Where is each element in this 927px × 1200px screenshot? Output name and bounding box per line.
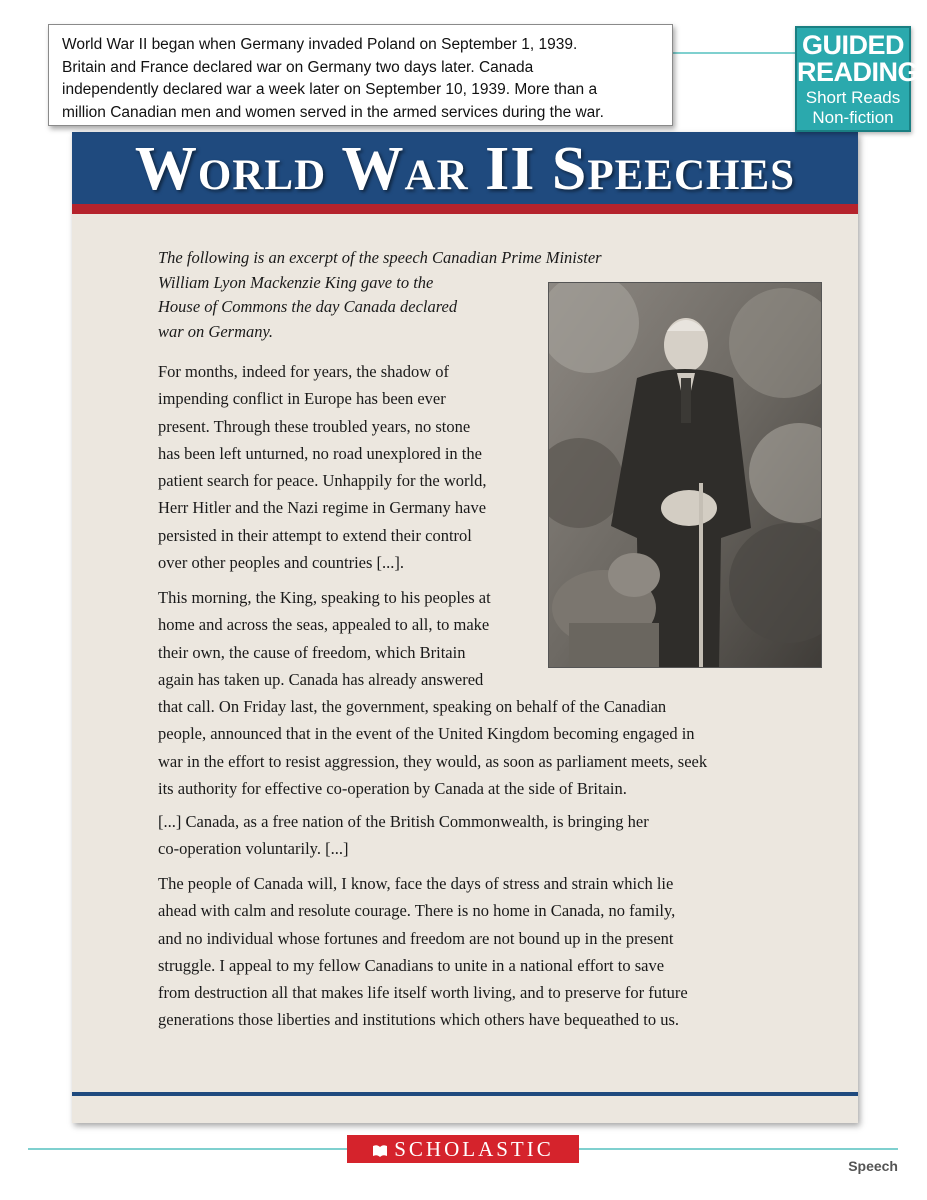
speech-line: again has taken up. Canada has already answered bbox=[158, 669, 484, 689]
speech-paragraph-3 bbox=[158, 808, 649, 863]
speech-paragraph-2 bbox=[158, 584, 707, 802]
scholastic-book-icon bbox=[372, 1137, 388, 1165]
speech-line: This morning, the King, speaking to his peoples at bbox=[158, 588, 491, 607]
speech-line: [...] Canada, as a free nation of the British Commonwealth, is bringing her bbox=[158, 812, 649, 831]
speech-line: that call. On Friday last, the government, speaking on behalf of the Canadian bbox=[158, 697, 667, 717]
page-title: World War II Speeches bbox=[134, 135, 796, 203]
callout-line: million Canadian men and women served in the armed services during the war. bbox=[62, 103, 604, 121]
callout-line: independently declared war a week later on September 10, 1939. More than a bbox=[62, 81, 598, 98]
badge-line: GUIDED bbox=[801, 30, 904, 60]
publisher-name: SCHOLASTIC bbox=[394, 1137, 554, 1161]
speech-line: and no individual whose fortunes and freedom are not bound up in the present bbox=[158, 928, 674, 948]
speech-line: persisted in their attempt to extend their control bbox=[158, 525, 472, 545]
speech-line: from destruction all that makes life itself worth living, and to preserve for future bbox=[158, 983, 688, 1003]
speech-line: home and across the seas, appealed to all, to make bbox=[158, 615, 490, 635]
badge-line: Short Reads bbox=[805, 88, 901, 107]
speech-line: war in the effort to resist aggression, they would, as soon as parliament meets, seek bbox=[158, 751, 708, 771]
document-type-label: Speech bbox=[848, 1158, 898, 1174]
callout-line: Britain and France declared war on Germany two days later. Canada bbox=[62, 58, 534, 76]
guided-reading-badge bbox=[795, 26, 919, 132]
speech-line: its authority for effective co-operation by Canada at the side of Britain. bbox=[158, 779, 627, 799]
badge-line: READING bbox=[797, 57, 919, 87]
speech-paragraph-4 bbox=[158, 870, 688, 1034]
badge-line: Non-fiction bbox=[812, 108, 894, 127]
speech-line: present. Through these troubled years, no stone bbox=[158, 416, 471, 436]
speech-line: The people of Canada will, I know, face the days of stress and strain which lie bbox=[158, 874, 674, 893]
speech-line: co-operation voluntarily. [...] bbox=[158, 839, 349, 859]
intro-line: House of Commons the day Canada declared bbox=[158, 297, 458, 316]
speech-line: has been left unturned, no road unexplored in the bbox=[158, 443, 482, 463]
intro-line: William Lyon Mackenzie King gave to the bbox=[158, 272, 434, 292]
intro-line: The following is an excerpt of the speech Canadian Prime Minister bbox=[158, 248, 602, 267]
speech-line: patient search for peace. Unhappily for the world, bbox=[158, 471, 487, 491]
speech-line: over other peoples and countries [...]. bbox=[158, 553, 405, 573]
speech-line: generations those liberties and institutions which others have bequeathed to us. bbox=[158, 1010, 680, 1030]
intro-line: war on Germany. bbox=[158, 321, 274, 341]
speech-line: people, announced that in the event of the United Kingdom becoming engaged in bbox=[158, 724, 695, 744]
publisher-logo bbox=[347, 1135, 579, 1163]
speech-line: their own, the cause of freedom, which Britain bbox=[158, 642, 466, 662]
speech-line: impending conflict in Europe has been ever bbox=[158, 389, 446, 409]
paper-bottom-rule bbox=[72, 1092, 858, 1096]
speech-line: For months, indeed for years, the shadow of bbox=[158, 362, 449, 381]
context-callout bbox=[48, 24, 673, 126]
speech-line: struggle. I appeal to my fellow Canadians to unite in a national effort to save bbox=[158, 955, 665, 975]
speech-line: ahead with calm and resolute courage. There is no home in Canada, no family, bbox=[158, 901, 676, 921]
callout-line: World War II began when Germany invaded Poland on September 1, 1939. bbox=[62, 36, 578, 53]
speech-paragraph-1 bbox=[158, 358, 487, 576]
speech-line: Herr Hitler and the Nazi regime in Germany have bbox=[158, 498, 487, 518]
title-banner-stripe bbox=[72, 204, 858, 214]
top-rule bbox=[672, 52, 796, 54]
